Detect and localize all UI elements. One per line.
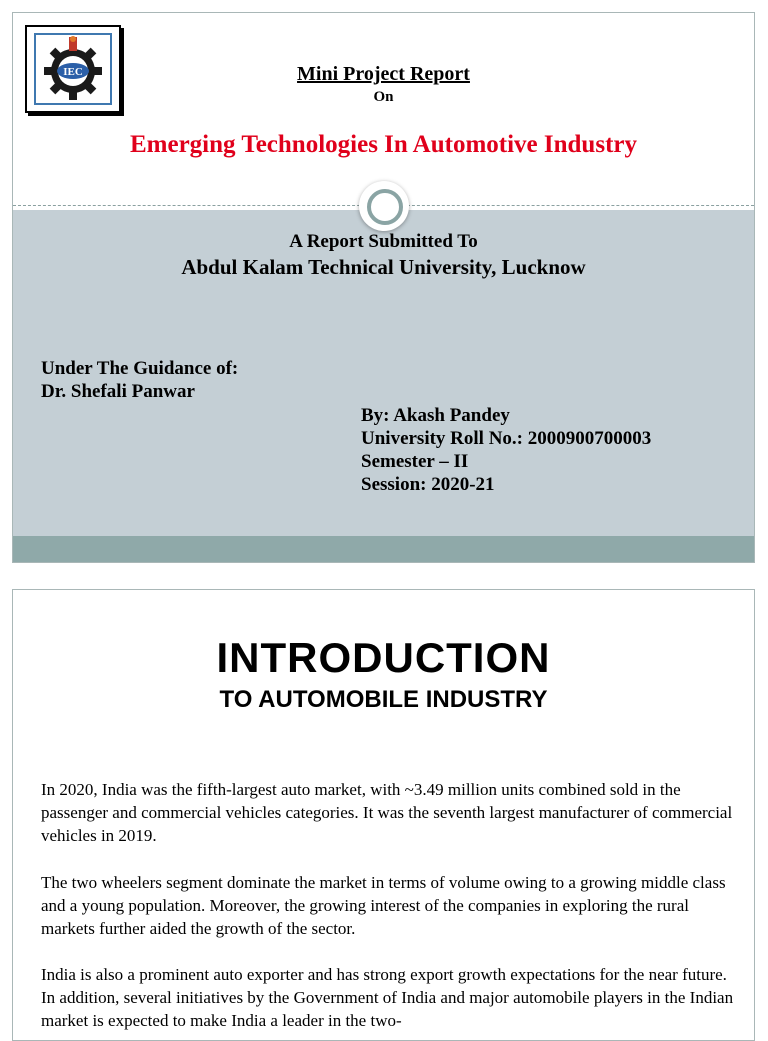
guide-name: Dr. Shefali Panwar bbox=[41, 381, 195, 402]
footer-band bbox=[13, 536, 754, 562]
on-label: On bbox=[373, 89, 394, 105]
title-slide bbox=[12, 12, 755, 563]
svg-text:IEC: IEC bbox=[63, 66, 83, 78]
roll-number: University Roll No.: 2000900700003 bbox=[361, 428, 652, 449]
guidance-block bbox=[41, 357, 238, 403]
guidance-label: Under The Guidance of: bbox=[41, 358, 239, 379]
author-name: By: Akash Pandey bbox=[361, 405, 510, 426]
report-title: Mini Project Report bbox=[297, 63, 470, 85]
paragraph: In 2020, India was the fifth-largest auto market, with ~3.49 million units combined sold in the passenger and commercial vehicles categories. It was the seventh largest manufacturer of commercial vehicles in 2019. bbox=[41, 780, 733, 845]
intro-title: INTRODUCTION bbox=[216, 634, 551, 681]
author-block bbox=[361, 404, 651, 496]
paragraph: India is also a prominent auto exporter and has strong export growth expectations for the near future. In addition, several initiatives by the Government of India and major automobile players in the Indian market is expected to make India a leader in the two- bbox=[41, 965, 734, 1030]
project-topic: Emerging Technologies In Automotive Industry bbox=[129, 131, 637, 158]
university-name: Abdul Kalam Technical University, Lucknow bbox=[181, 255, 586, 279]
paragraph: The two wheelers segment dominate the market in terms of volume owing to a growing middle class and a young population. Moreover, the growing interest of the companies in exploring the rural markets further aided the growth of the sector. bbox=[41, 873, 726, 938]
introduction-slide bbox=[12, 589, 755, 1041]
submitted-to-label: A Report Submitted To bbox=[289, 231, 478, 252]
ring-ornament-icon bbox=[359, 181, 409, 231]
intro-subtitle: TO AUTOMOBILE INDUSTRY bbox=[219, 686, 548, 713]
session: Session: 2020-21 bbox=[361, 474, 495, 495]
semester: Semester – II bbox=[361, 451, 469, 472]
